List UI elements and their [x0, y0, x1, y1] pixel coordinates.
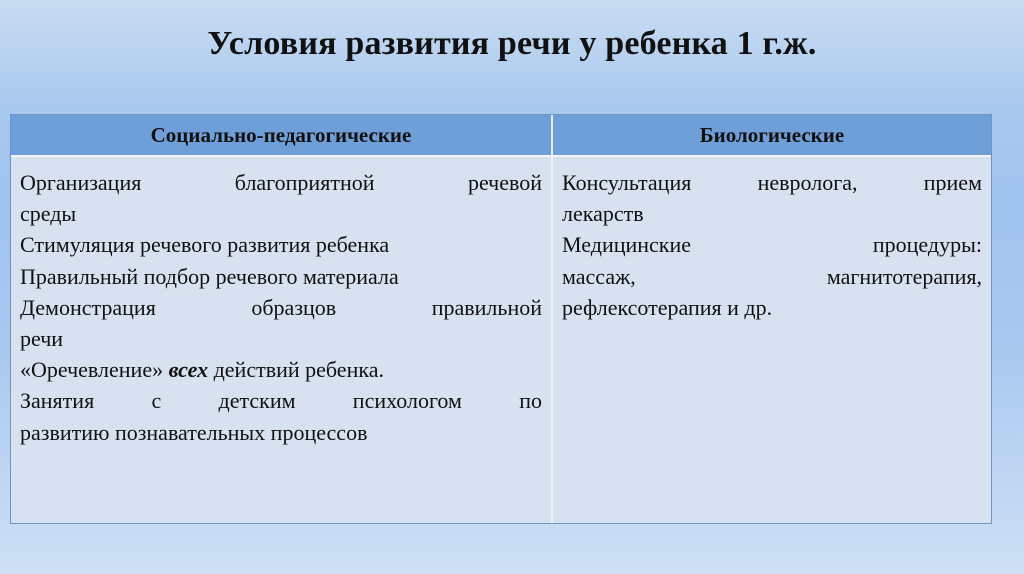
social-item-2: Стимуляция речевого развития ребенка [20, 232, 390, 258]
header-social-pedagogical: Социально-педагогические [11, 115, 553, 157]
bio-item-1-line-1: Консультация невролога, прием [562, 170, 982, 195]
cell-social-pedagogical [11, 157, 553, 523]
header-biological: Биологические [553, 115, 991, 157]
social-item-4-line-2: речи [20, 326, 64, 352]
social-item-5-emphasis: всех [168, 357, 209, 383]
bio-item-2-line-3: рефлексотерапия и др. [562, 294, 773, 320]
conditions-table [10, 114, 992, 524]
social-item-4-line-1: Демонстрация образцов правильной [20, 294, 542, 320]
social-item-5-before: «Оречевление» [20, 357, 169, 383]
cell-biological [553, 157, 991, 523]
bio-item-2-line-1: Медицинские процедуры: [562, 232, 982, 258]
social-item-6-line-1: Занятия с детским психологом по [20, 388, 542, 414]
slide-title: Условия развития речи у ребенка 1 г.ж. [207, 25, 817, 62]
social-item-1-line-2: среды [20, 201, 77, 227]
bio-item-2-line-2: массаж, магнитотерапия, [562, 263, 982, 289]
social-item-5 [20, 354, 542, 385]
bio-item-1-line-2: лекарств [562, 201, 644, 227]
social-item-5-after: действий ребенка. [208, 357, 384, 383]
social-item-6-line-2: развитию познавательных процессов [20, 419, 368, 445]
social-item-3: Правильный подбор речевого материала [20, 263, 399, 289]
social-item-1-line-1: Организация благоприятной речевой [20, 170, 542, 195]
